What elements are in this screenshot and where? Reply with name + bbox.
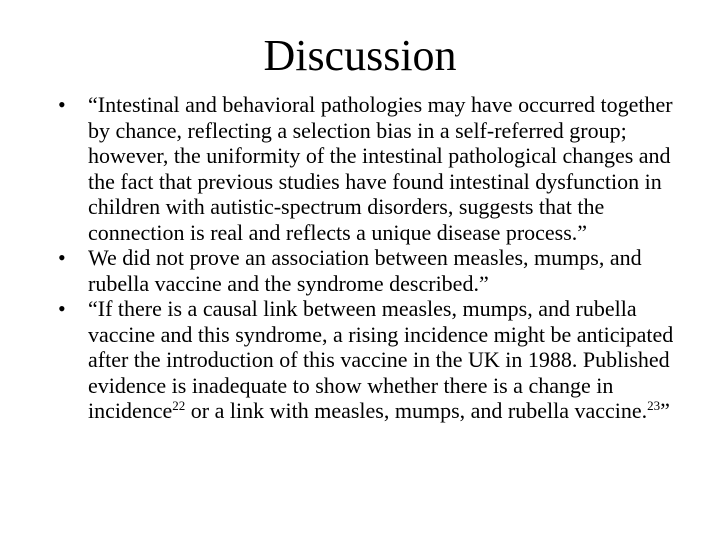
bullet-item-1 bbox=[54, 92, 694, 245]
bullet-marker: • bbox=[58, 296, 66, 321]
slide-title: Discussion bbox=[263, 31, 457, 80]
reference-22: 22 bbox=[172, 398, 186, 413]
bullet-text-3a: “If there is a causal link between measles, mumps, and rubella vaccine and this syndrome, a rising incidence might be anticipated after the introduction of this vaccine in the UK in 1988. Published evidence is inadequate to show whether there is a change in incidence bbox=[88, 296, 674, 423]
bullet-marker: • bbox=[58, 245, 66, 270]
bullet-text-1: “Intestinal and behavioral pathologies may have occurred together by chance, reflecting a selection bias in a self-referred group; however, the uniformity of the intestinal pathological changes and the fact that previous studies have found intestinal dysfunction in children with autistic-spectrum disorders, suggests that the connection is real and reflects a unique disease process.” bbox=[88, 92, 673, 245]
bullet-text-2: We did not prove an association between measles, mumps, and rubella vaccine and the syndrome described.” bbox=[88, 245, 642, 296]
reference-23: 23 bbox=[647, 398, 661, 413]
bullet-list bbox=[54, 92, 694, 424]
bullet-text-3b: or a link with measles, mumps, and rubella vaccine. bbox=[185, 398, 648, 423]
bullet-text-3c: ” bbox=[660, 398, 670, 423]
bullet-marker: • bbox=[58, 92, 66, 117]
bullet-item-3 bbox=[54, 296, 694, 424]
bullet-item-2 bbox=[54, 245, 694, 296]
